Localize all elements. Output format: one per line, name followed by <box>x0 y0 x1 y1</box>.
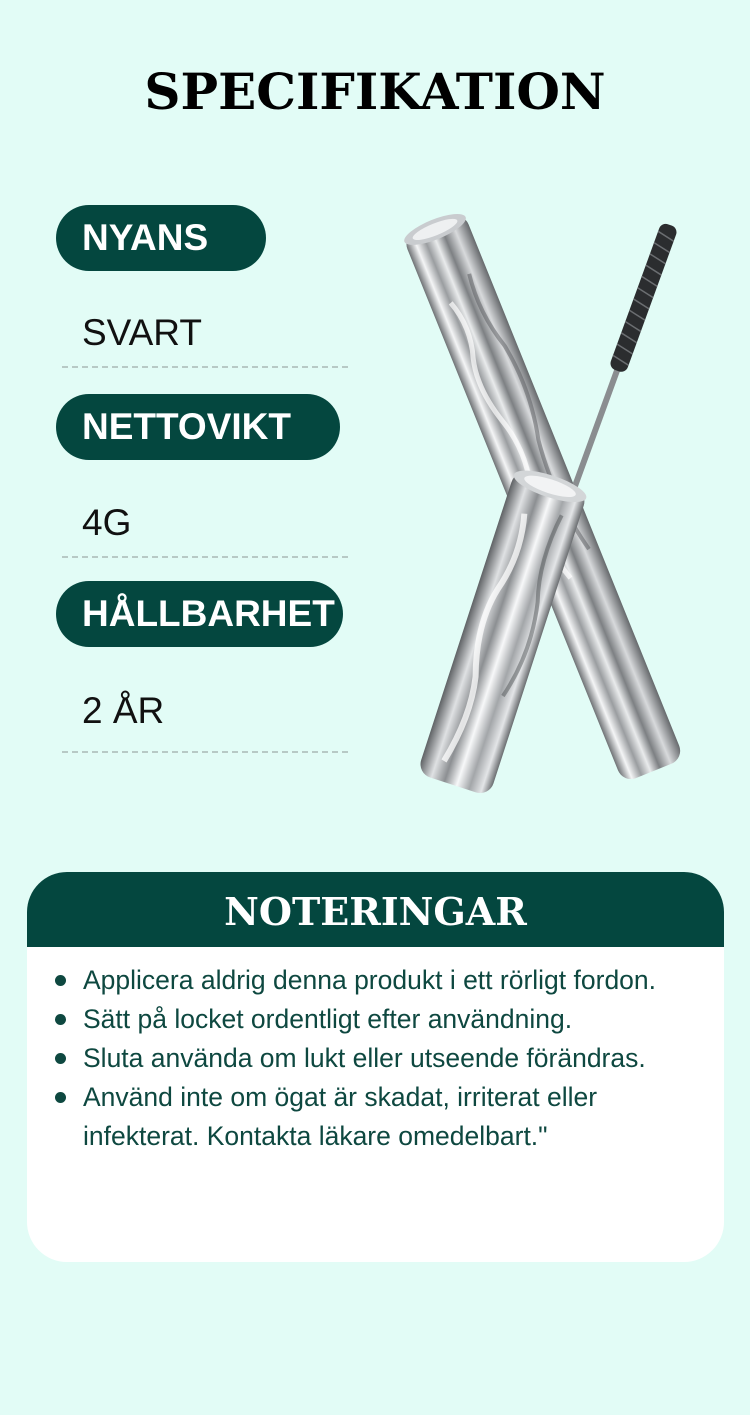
note-text: Sluta använda om lukt eller utseende förändras. <box>83 1043 646 1073</box>
bullet-icon <box>55 1092 66 1103</box>
note-text: Använd inte om ögat är skadat, irriterat eller infekterat. Kontakta läkare omedelbart." <box>83 1082 598 1151</box>
notes-list <box>27 947 724 1156</box>
bullet-icon <box>55 975 66 986</box>
page-title: SPECIFIKATION <box>144 62 606 121</box>
bullet-icon <box>55 1014 66 1025</box>
note-text: Applicera aldrig denna produkt i ett rörligt fordon. <box>83 965 657 995</box>
note-text: Sätt på locket ordentligt efter användning. <box>83 1004 573 1034</box>
spec-divider <box>62 556 348 558</box>
spec-value-net-weight: 4G <box>82 502 132 543</box>
list-item <box>55 1039 704 1078</box>
spec-value-shade: SVART <box>82 312 202 353</box>
spec-value-shelf-life: 2 ÅR <box>82 690 165 731</box>
list-item <box>55 1078 704 1156</box>
spec-label-shade: NYANS <box>56 205 266 271</box>
bullet-icon <box>55 1053 66 1064</box>
list-item <box>55 961 704 1000</box>
spec-label-net-weight: NETTOVIKT <box>56 394 340 460</box>
notes-card <box>27 872 724 1262</box>
mascara-product-image <box>390 195 730 815</box>
spec-divider <box>62 366 348 368</box>
notes-heading: NOTERINGAR <box>27 872 724 947</box>
spec-label-shelf-life: HÅLLBARHET <box>56 581 343 647</box>
spec-divider <box>62 751 348 753</box>
list-item <box>55 1000 704 1039</box>
